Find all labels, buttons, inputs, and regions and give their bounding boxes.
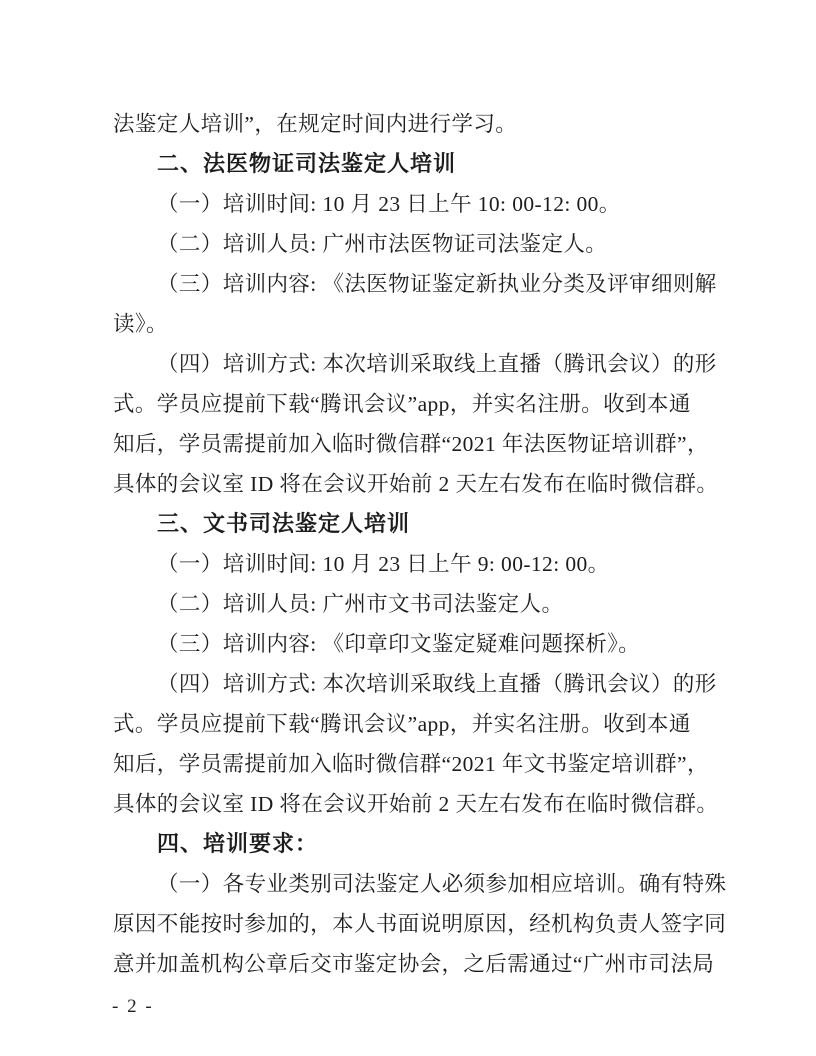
para-sec4-requirement-line3: 意并加盖机构公章后交市鉴定协会，之后需通过“广州市司法局 [113,952,715,976]
para-sec3-training-time: （一）培训时间: 10 月 23 日上午 9: 00-12: 00。 [157,552,610,576]
para-sec2-training-method-line2: 式。学员应提前下载“腾讯会议”app，并实名注册。收到本通 [113,392,691,416]
heading-section-4-training-requirements: 四、培训要求： [157,831,319,856]
para-sec2-training-time: （一）培训时间: 10 月 23 日上午 10: 00-12: 00。 [157,192,621,216]
para-sec3-training-method-line3: 知后，学员需提前加入临时微信群“2021 年文书鉴定培训群”， [113,752,709,776]
page-number: - 2 - [112,996,154,1017]
heading-section-2-forensic-evidence-training: 二、法医物证司法鉴定人培训 [157,151,457,176]
para-sec3-training-personnel: （二）培训人员: 广州市文书司法鉴定人。 [157,592,564,616]
para-sec2-training-personnel: （二）培训人员: 广州市法医物证司法鉴定人。 [157,232,608,256]
para-sec4-requirement-line1: （一）各专业类别司法鉴定人必须参加相应培训。确有特殊 [157,872,727,896]
document-body [113,104,728,984]
para-sec3-training-content: （三）培训内容: 《印章印文鉴定疑难问题探析》。 [157,632,641,656]
para-sec3-training-method-line2: 式。学员应提前下载“腾讯会议”app，并实名注册。收到本通 [113,712,691,736]
para-sec2-training-content-line2: 读》。 [113,312,168,336]
para-sec2-training-content-line1: （三）培训内容: 《法医物证鉴定新执业分类及评审细则解 [157,272,717,296]
para-sec3-training-method-line4: 具体的会议室 ID 将在会议开始前 2 天左右发布在临时微信群。 [113,792,719,816]
para-sec2-training-method-line3: 知后，学员需提前加入临时微信群“2021 年法医物证培训群”， [113,432,709,456]
heading-section-3-document-appraiser-training: 三、文书司法鉴定人培训 [157,511,411,536]
para-sec2-training-method-line4: 具体的会议室 ID 将在会议开始前 2 天左右发布在临时微信群。 [113,472,719,496]
para-sec4-requirement-line2: 原因不能按时参加的，本人书面说明原因，经机构负责人签字同 [113,912,727,936]
para-sec2-training-method-line1: （四）培训方式: 本次培训采取线上直播（腾讯会议）的形 [157,352,717,376]
para-sec3-training-method-line1: （四）培训方式: 本次培训采取线上直播（腾讯会议）的形 [157,672,717,696]
line-continuation-study-requirement: 法鉴定人培训”，在规定时间内进行学习。 [113,112,518,136]
